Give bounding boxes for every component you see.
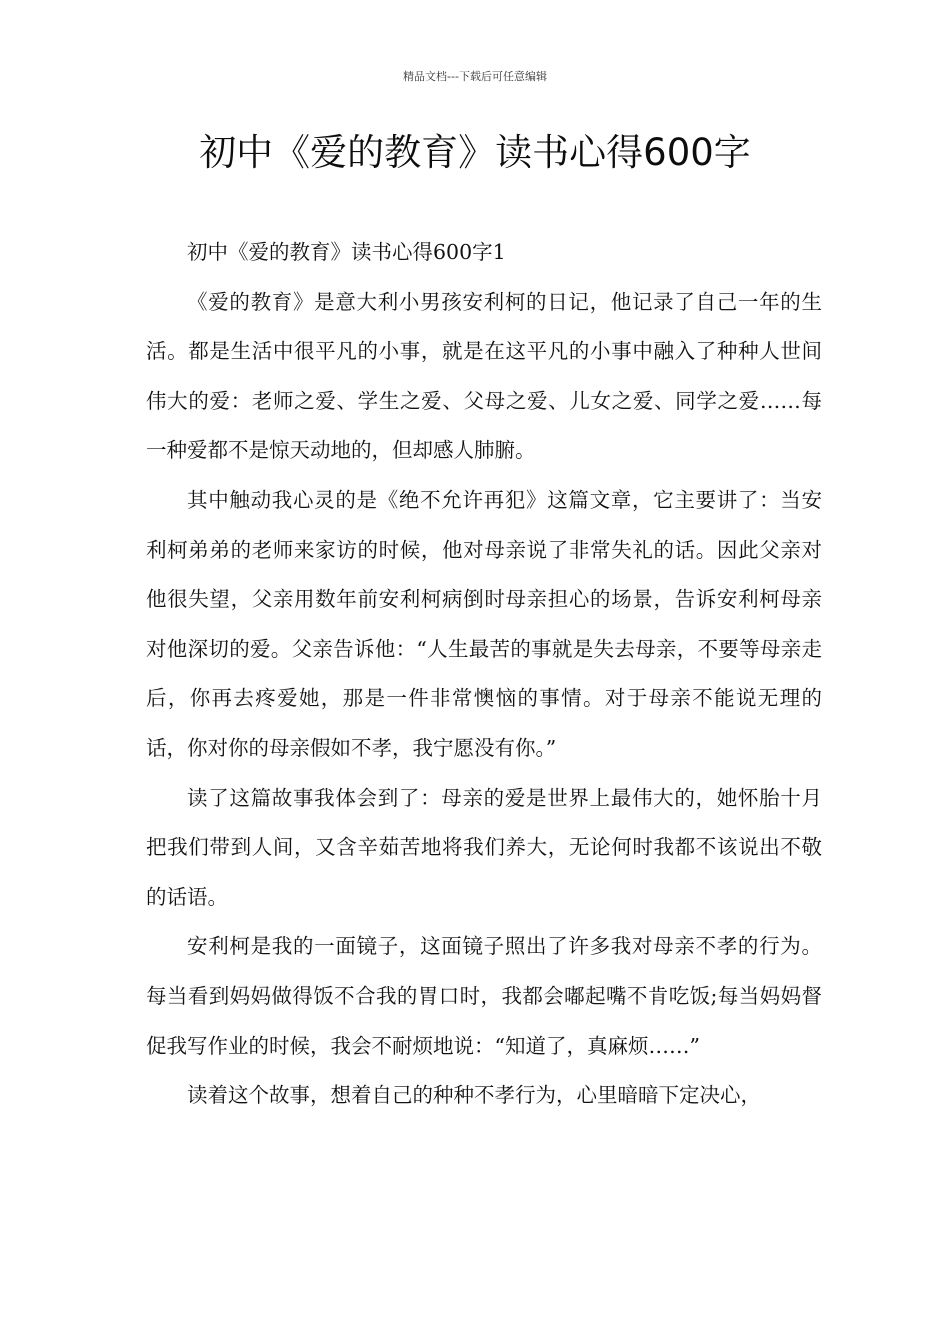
header-note: 精品文档---下载后可任意编辑 (403, 70, 547, 83)
paragraph: 读了这篇故事我体会到了：母亲的爱是世界上最伟大的，她怀胎十月把我们带到人间，又含辛茹苦地将我们养大，无论何时我都不该说出不敬的话语。 (146, 785, 822, 909)
paragraph: 其中触动我心灵的是《绝不允许再犯》这篇文章，它主要讲了：当安利柯弟弟的老师来家访的时候，他对母亲说了非常失礼的话。因此父亲对他很失望，父亲用数年前安利柯病倒时母亲担心的场景，告诉安利柯母亲对他深切的爱。父亲告诉他：“人生最苦的事就是失去母亲，不要等母亲走后，你再去疼爱她，那是一件非常懊恼的事情。对于母亲不能说无理的话，你对你的母亲假如不孝，我宁愿没有你。” (146, 487, 822, 760)
document-body (146, 228, 822, 1121)
document-title: 初中《爱的教育》读书心得600字 (199, 131, 751, 174)
paragraph: 安利柯是我的一面镜子，这面镜子照出了许多我对母亲不孝的行为。每当看到妈妈做得饭不合我的胃口时，我都会嘟起嘴不肯吃饭;每当妈妈督促我写作业的时候，我会不耐烦地说：“知道了，真麻烦……” (146, 934, 822, 1058)
paragraph: 读着这个故事，想着自己的种种不孝行为，心里暗暗下定决心， (187, 1083, 761, 1108)
paragraph-subtitle: 初中《爱的教育》读书心得600字1 (187, 240, 506, 264)
paragraph: 《爱的教育》是意大利小男孩安利柯的日记，他记录了自己一年的生活。都是生活中很平凡的小事，就是在这平凡的小事中融入了种种人世间伟大的爱：老师之爱、学生之爱、父母之爱、儿女之爱、同学之爱……每一种爱都不是惊天动地的，但却感人肺腑。 (146, 289, 822, 463)
